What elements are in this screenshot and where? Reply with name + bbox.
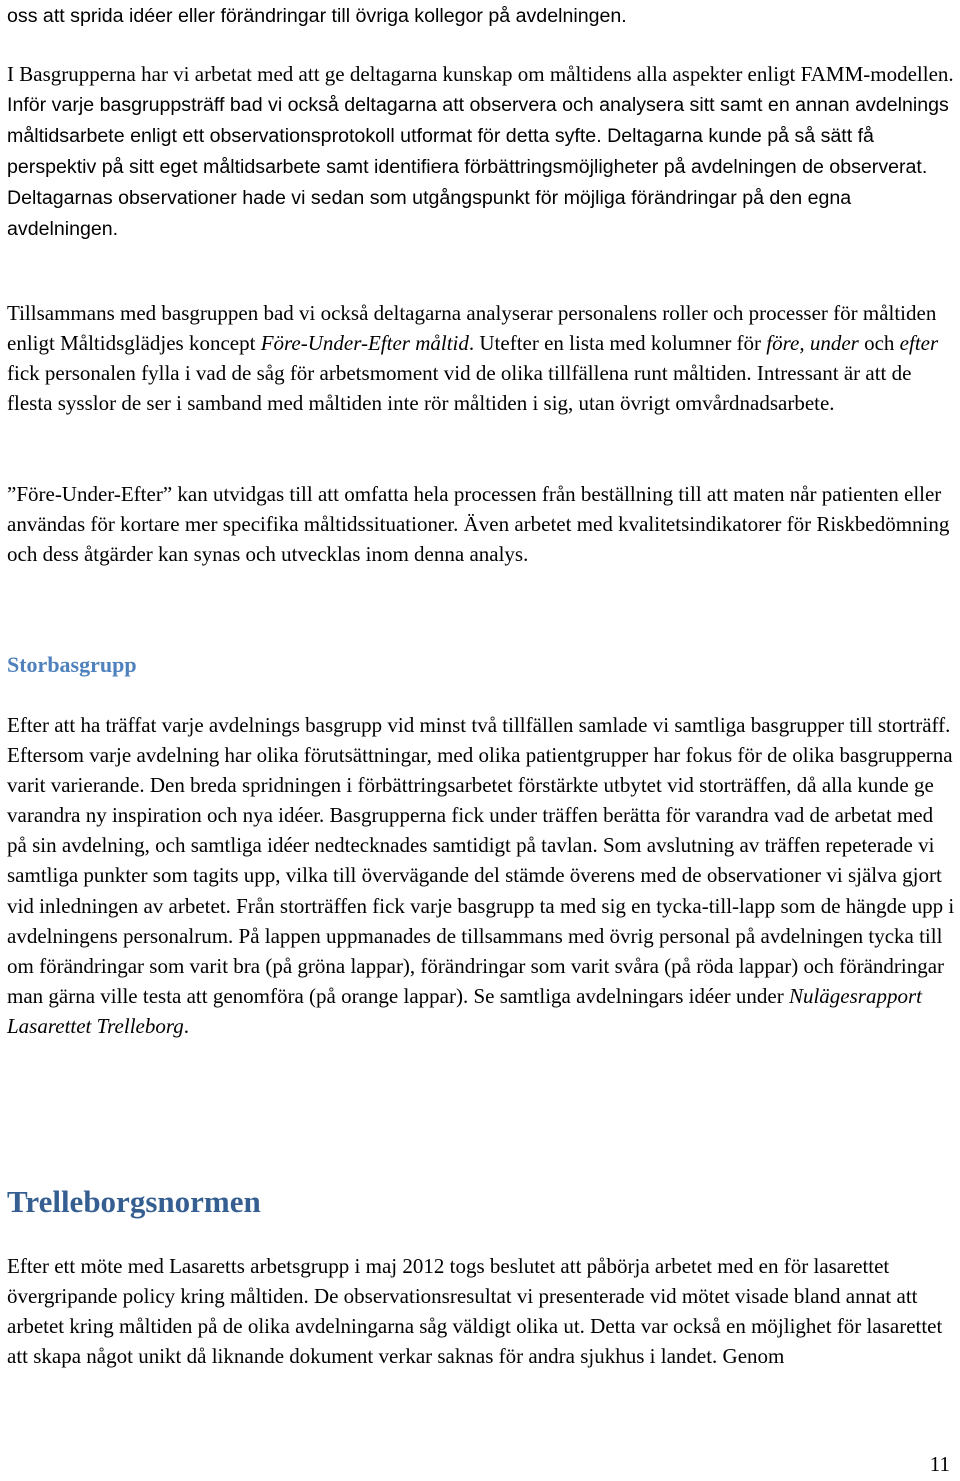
- paragraph-text: och: [858, 331, 900, 356]
- paragraph-fore-under-efter-analysis: [7, 298, 955, 418]
- paragraph-text: Efter ett möte med Lasaretts arbetsgrupp i maj 2012 togs beslutet att påbörja arbetet med en för lasarettet övergripande policy kring måltiden. De observationsresultat vi presenterade vid mötet visade bland annat att arbetet kring måltiden på de olika avdelningarna såg väldigt olika ut. Detta var också en möjlighet för lasarettet att skapa något unikt då liknande dokument verkar saknas för andra sjukhus i landet. Genom: [7, 1254, 943, 1369]
- italic-report-title: Nulägesrapport Lasarettet Trelleborg: [7, 983, 922, 1038]
- italic-efter: efter: [899, 331, 939, 356]
- paragraph-text-sans: Inför varje basgruppsträff bad vi också deltagarna att observera och analysera sitt samt en annan avdelnings måltidsarbete enligt ett observationsprotokoll utformat för detta syfte. Deltagarna kunde på så sätt få perspektiv på sitt eget måltidsarbete samt identifiera förbättringsmöjligheter på avdelningen de observerat. Deltagarnas observationer hade vi sedan som utgångspunkt för möjliga förändringar på den egna avdelningen.: [7, 94, 949, 241]
- paragraph-text: oss att sprida idéer eller förändringar till övriga kollegor på avdelningen.: [7, 5, 627, 27]
- paragraph-text: ”Före-Under-Efter” kan utvidgas till att omfatta hela processen från beställning till att maten når patienten eller användas för kortare mer specifika måltidssituationer. Även arbetet med kvalitetsindikatorer för Riskbedömning och dess åtgärder kan synas och utvecklas inom denna analys.: [7, 482, 950, 567]
- heading-storbasgrupp: Storbasgrupp: [7, 652, 137, 677]
- paragraph-text: Tillsammans med basgruppen bad vi också deltagarna analyserar personalens roller och processer för måltiden enligt Måltidsglädjes koncept: [7, 301, 937, 356]
- page-number: 11: [929, 1452, 950, 1476]
- paragraph-text: fick personalen fylla i vad de såg för arbetsmoment vid de olika tillfällena runt måltiden. Intressant är att de flesta sysslor de ser i samband med måltiden inte rör måltiden i sig, utan övrigt omvårdnadsarbete.: [7, 361, 912, 416]
- paragraph-fore-under-efter-extension: [7, 479, 955, 569]
- paragraph-text-serif: I Basgrupperna har vi arbetat med att ge deltagarna kunskap om måltidens alla aspekter enligt FAMM-modellen.: [7, 62, 954, 86]
- heading-trelleborgsnormen: Trelleborgsnormen: [7, 1184, 261, 1219]
- paragraph-basgrupperna: [7, 59, 955, 245]
- paragraph-text: Efter att ha träffat varje avdelnings basgrupp vid minst två tillfällen samlade vi samtliga basgrupper till storträff. Eftersom varje avdelning har olika förutsättningar, med olika patientgrupper har fokus för de olika basgrupperna varit varierande. Den breda spridningen i förbättringsarbetet förstärkte utbytet vid storträffen, då alla kunde ge varandra ny inspiration och nya idéer. Basgrupperna fick under träffen berätta för varandra vad de arbetat med på sin avdelning, och samtliga idéer nedtecknades samtidigt på tavlan. Som avslutning av träffen repeterade vi samtliga punkter som tagits upp, vilka till övervägande del stämde överens med de observationer vi själva gjort vid inledningen av arbetet. Från storträffen fick varje basgrupp ta med sig en tycka-till-lapp som de hängde upp i avdelningens personalrum. På lappen uppmanades de tillsammans med övrig personal på avdelningen tycka till om förändringar som varit bra (på gröna lappar), förändringar som varit svåra (på röda lappar) och förändringar man gärna ville testa att genomföra (på orange lappar). Se samtliga avdelningars idéer under: [7, 713, 955, 1008]
- italic-concept: Före-Under-Efter måltid: [260, 331, 469, 356]
- paragraph-storbasgrupp: [7, 710, 955, 1041]
- paragraph-text: .: [183, 1013, 190, 1038]
- paragraph-text: . Utefter en lista med kolumner för: [468, 331, 767, 356]
- paragraph-trelleborgsnormen: [7, 1251, 955, 1371]
- paragraph-intro-continuation: [7, 0, 627, 31]
- italic-fore-under: före, under: [766, 331, 859, 356]
